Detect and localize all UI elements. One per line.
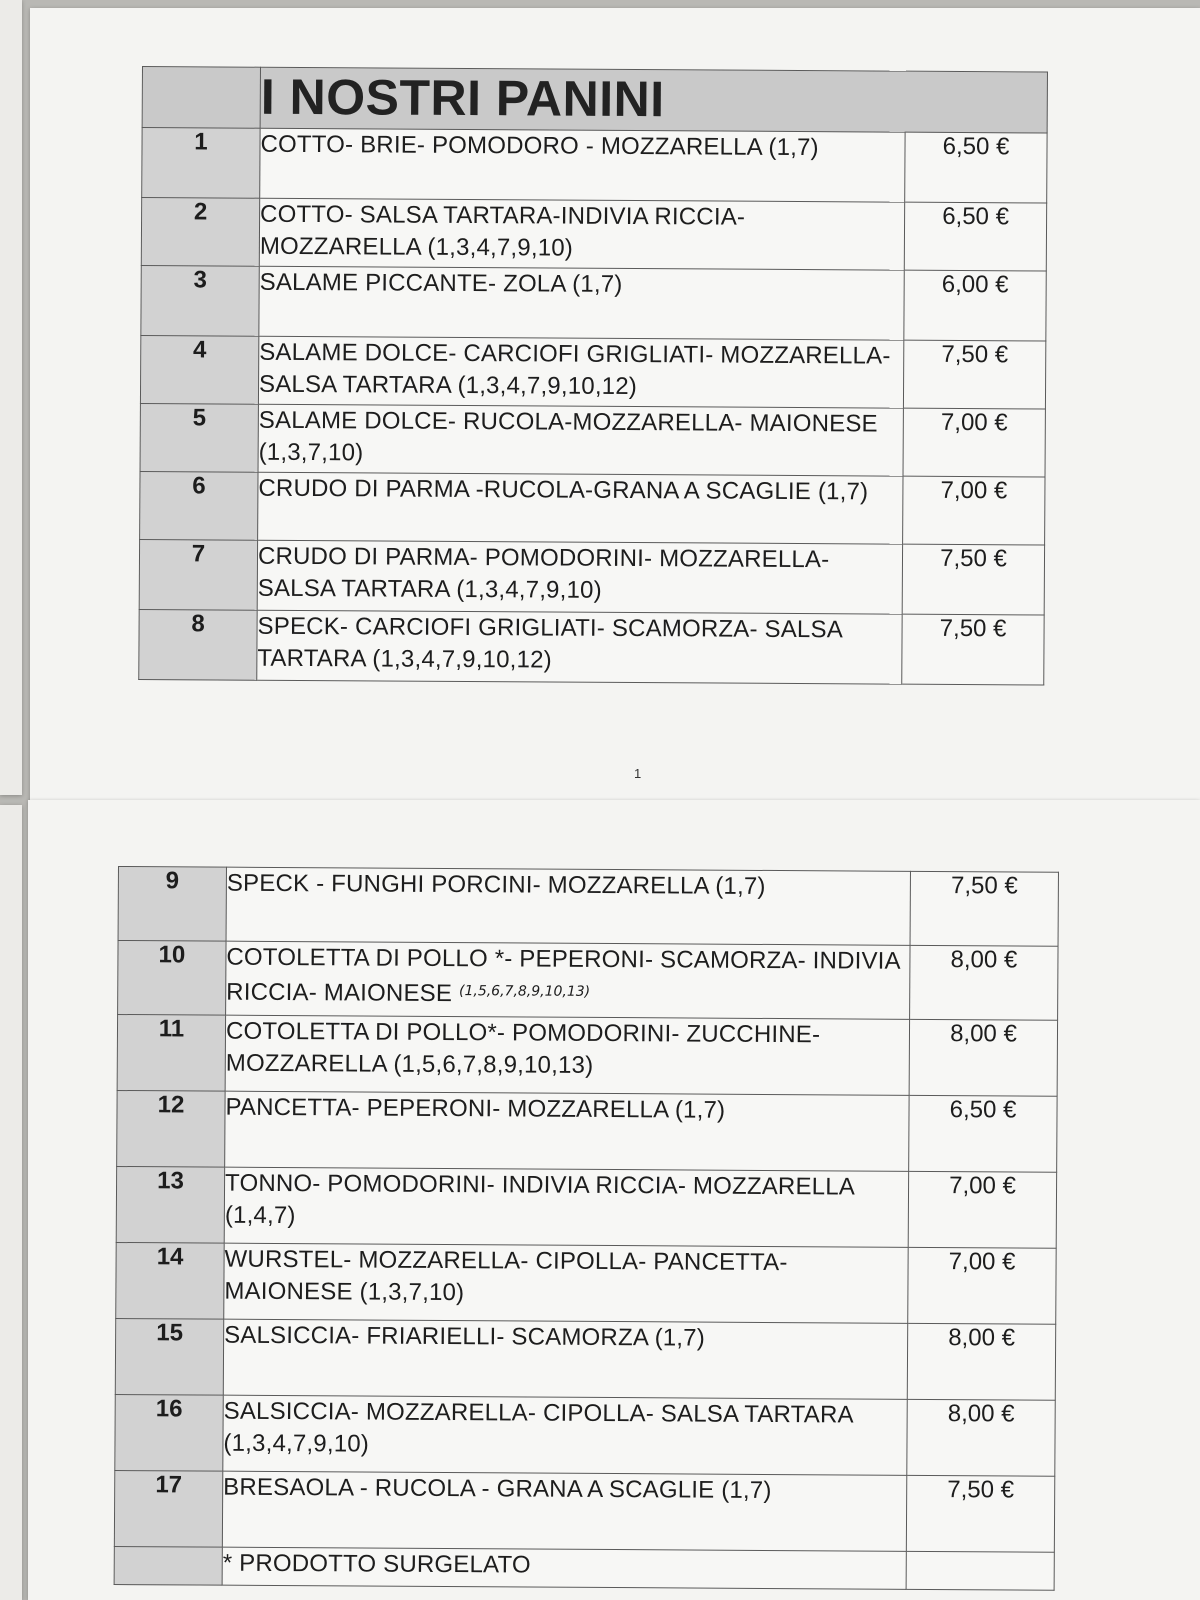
table-row <box>118 941 1058 1021</box>
footnote-row <box>114 1546 1054 1590</box>
item-number: 6 <box>140 471 258 540</box>
table-row <box>140 335 1045 409</box>
item-price: 8,00 € <box>910 945 1058 1020</box>
item-description: TONNO- POMODORINI- INDIVIA RICCIA- MOZZARELLA (1,4,7) <box>224 1167 908 1247</box>
item-number: 12 <box>117 1090 225 1167</box>
table-row <box>139 609 1044 685</box>
item-description: SALAME DOLCE- CARCIOFI GRIGLIATI- MOZZARELLA-SALSA TARTARA (1,3,4,7,9,10,12) <box>258 336 903 408</box>
item-price: 8,00 € <box>907 1323 1055 1400</box>
item-price: 7,00 € <box>908 1171 1056 1248</box>
table-row <box>141 198 1046 272</box>
item-price: 8,00 € <box>907 1399 1055 1476</box>
item-price: 7,00 € <box>908 1247 1056 1324</box>
page-number: 1 <box>634 766 642 781</box>
footnote: * PRODOTTO SURGELATO <box>222 1547 906 1589</box>
handwritten-allergen-note: (1,5,6,7,8,9,10,13) <box>458 983 591 1000</box>
menu-header-row <box>142 67 1047 134</box>
item-number: 4 <box>140 335 258 404</box>
item-number: 14 <box>116 1242 224 1319</box>
item-number: 13 <box>116 1166 224 1243</box>
table-row <box>117 1090 1057 1172</box>
table-row <box>140 403 1045 477</box>
item-description <box>226 941 910 1019</box>
table-row <box>140 471 1045 545</box>
item-price: 7,50 € <box>902 544 1044 615</box>
item-number: 11 <box>117 1015 225 1092</box>
table-row <box>116 1242 1056 1324</box>
item-number: 15 <box>115 1318 223 1395</box>
item-number: 5 <box>140 403 258 472</box>
item-price: 8,00 € <box>909 1019 1057 1096</box>
item-number: 2 <box>141 198 259 267</box>
table-row <box>117 1015 1057 1097</box>
table-row <box>142 128 1047 204</box>
table-row <box>139 539 1044 615</box>
table-row <box>141 265 1046 341</box>
item-description: SALSICCIA- FRIARIELLI- SCAMORZA (1,7) <box>223 1319 907 1399</box>
item-price: 7,50 € <box>906 1475 1054 1552</box>
item-number: 16 <box>115 1394 223 1471</box>
table-row <box>115 1394 1055 1476</box>
item-description: COTOLETTA DI POLLO*- POMODORINI- ZUCCHINE- MOZZARELLA (1,5,6,7,8,9,10,13) <box>225 1015 909 1095</box>
menu-title: I NOSTRI PANINI <box>260 67 1047 133</box>
item-description: SALAME DOLCE- RUCOLA-MOZZARELLA- MAIONESE (1,3,7,10) <box>258 404 903 476</box>
adjacent-sheet-top <box>0 0 22 795</box>
item-description-text: COTOLETTA DI POLLO *- PEPERONI- SCAMORZA- INDIVIA RICCIA- MAIONESE <box>226 943 900 1008</box>
item-price: 7,00 € <box>903 408 1045 477</box>
item-price: 6,50 € <box>905 132 1047 203</box>
item-description: CRUDO DI PARMA- POMODORINI- MOZZARELLA- SALSA TARTARA (1,3,4,7,9,10) <box>257 540 902 614</box>
table-row <box>116 1166 1056 1248</box>
table-row <box>115 1318 1055 1400</box>
item-number: 9 <box>118 867 226 942</box>
item-number: 3 <box>141 265 259 336</box>
adjacent-sheet-bottom <box>0 805 22 1600</box>
item-description: COTTO- SALSA TARTARA-INDIVIA RICCIA- MOZZARELLA (1,3,4,7,9,10) <box>259 198 904 270</box>
item-number: 7 <box>139 539 257 610</box>
item-price: 7,50 € <box>910 871 1058 946</box>
item-description: BRESAOLA - RUCOLA - GRANA A SCAGLIE (1,7) <box>222 1471 906 1551</box>
item-description: SPECK - FUNGHI PORCINI- MOZZARELLA (1,7) <box>226 867 910 945</box>
item-price: 7,50 € <box>903 340 1045 409</box>
item-description: PANCETTA- PEPERONI- MOZZARELLA (1,7) <box>225 1091 909 1171</box>
item-number: 8 <box>139 609 257 680</box>
item-price: 6,00 € <box>904 270 1046 341</box>
item-price: 7,00 € <box>903 476 1045 545</box>
item-description: SALAME PICCANTE- ZOLA (1,7) <box>259 266 904 340</box>
item-description: CRUDO DI PARMA -RUCOLA-GRANA A SCAGLIE (1,7) <box>258 472 903 544</box>
table-row <box>114 1470 1054 1552</box>
item-description: COTTO- BRIE- POMODORO - MOZZARELLA (1,7) <box>260 128 905 202</box>
item-description: WURSTEL- MOZZARELLA- CIPOLLA- PANCETTA- MAIONESE (1,3,7,10) <box>224 1243 908 1323</box>
table-row <box>118 867 1058 947</box>
item-number: 17 <box>114 1470 222 1547</box>
item-description: SALSICCIA- MOZZARELLA- CIPOLLA- SALSA TARTARA (1,3,4,7,9,10) <box>223 1395 907 1475</box>
item-price: 6,50 € <box>909 1095 1057 1172</box>
item-price: 6,50 € <box>904 202 1046 271</box>
item-description: SPECK- CARCIOFI GRIGLIATI- SCAMORZA- SALSA TARTARA (1,3,4,7,9,10,12) <box>257 610 902 684</box>
item-number: 10 <box>118 941 226 1016</box>
item-number: 1 <box>142 128 260 199</box>
item-price: 7,50 € <box>902 614 1044 685</box>
menu-table-page-2 <box>114 866 1059 1591</box>
menu-table-page-1 <box>138 66 1048 686</box>
